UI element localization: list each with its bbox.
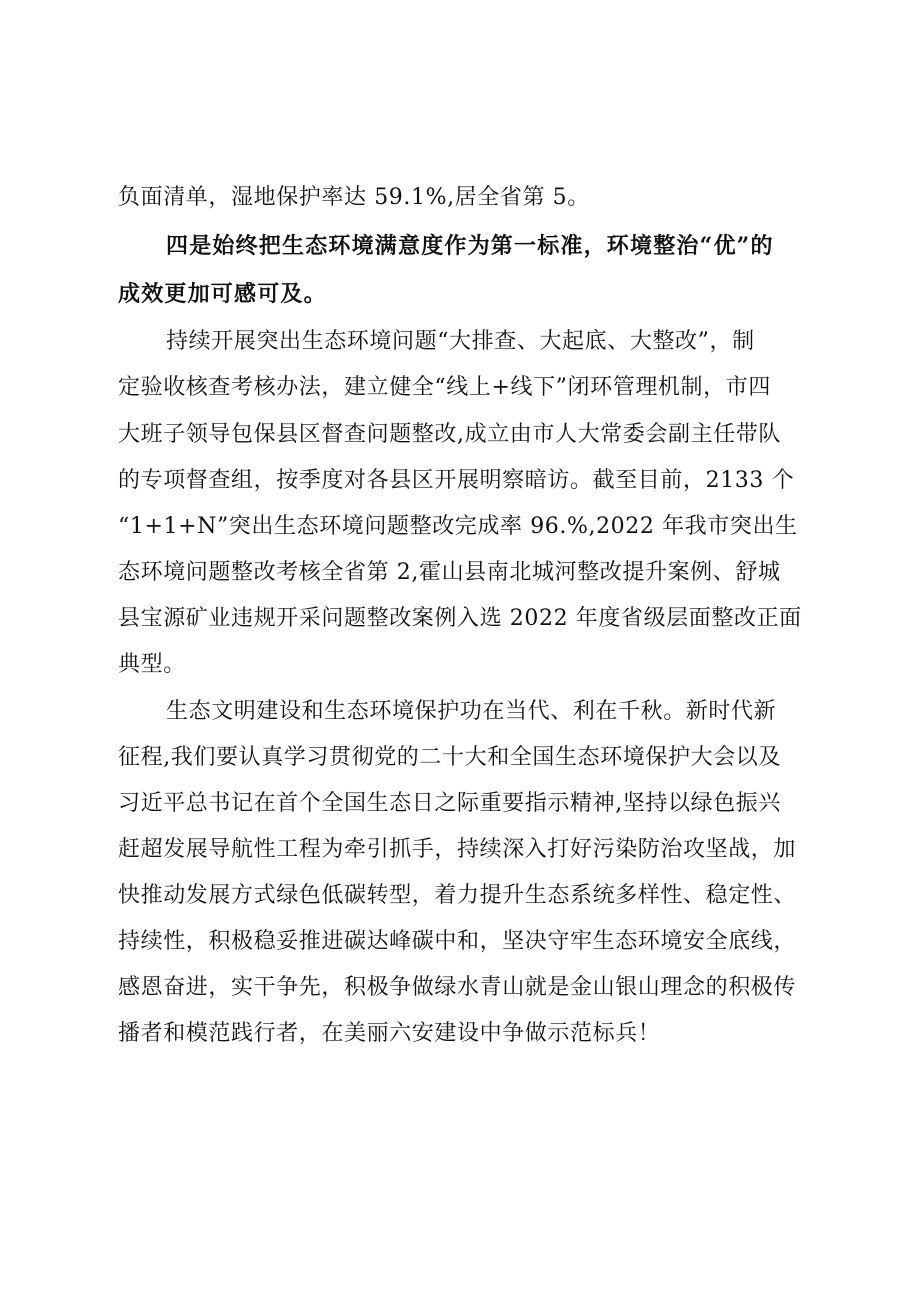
body-text-line: 定验收核查考核办法，建立健全“线上+线下”闭环管理机制，市四 — [118, 375, 771, 400]
body-text-line: “1+1+N”突出生态环境问题整改完成率 96.%,2022 年我市突出生 — [118, 514, 798, 539]
body-text-line: 习近平总书记在首个全国生态日之际重要指示精神,坚持以绿色振兴 — [118, 791, 781, 816]
body-text-line: 感恩奋进，实干争先，积极争做绿水青山就是金山银山理念的积极传 — [118, 975, 797, 1000]
body-text-line: 的专项督查组，按季度对各县区开展明察暗访。截至目前，2133 个 — [118, 468, 795, 493]
body-text-line: 征程,我们要认真学习贯彻党的二十大和全国生态环境保护大会以及 — [118, 745, 781, 770]
body-text-line: 赶超发展导航性工程为牵引抓手，持续深入打好污染防治攻坚战，加 — [118, 837, 797, 862]
body-text-line: 持续性，积极稳妥推进碳达峰碳中和，坚决守牢生态环境安全底线， — [118, 929, 797, 954]
section-heading-line: 成效更加可感可及。 — [118, 281, 327, 307]
body-text-line: 大班子领导包保县区督查问题整改,成立由市人大常委会副主任带队 — [118, 422, 781, 447]
body-text-line: 生态文明建设和生态环境保护功在当代、利在千秋。新时代新 — [166, 699, 777, 724]
section-heading-line: 四是始终把生态环境满意度作为第一标准，环境整治“优”的 — [166, 233, 774, 259]
body-text-line: 快推动发展方式绿色低碳转型，着力提升生态系统多样性、稳定性、 — [118, 883, 797, 908]
body-text-line: 负面清单，湿地保护率达 59.1%,居全省第 5。 — [118, 185, 590, 210]
body-text-line: 县宝源矿业违规开采问题整改案例入选 2022 年度省级层面整改正面 — [118, 606, 802, 631]
body-text-line: 态环境问题整改考核全省第 2,霍山县南北城河整改提升案例、舒城 — [118, 560, 781, 585]
body-text-line: 持续开展突出生态环境问题“大排查、大起底、大整改”，制 — [166, 329, 755, 354]
body-text-line: 播者和模范践行者，在美丽六安建设中争做示范标兵！ — [118, 1021, 661, 1046]
body-text-line: 典型。 — [118, 652, 186, 677]
